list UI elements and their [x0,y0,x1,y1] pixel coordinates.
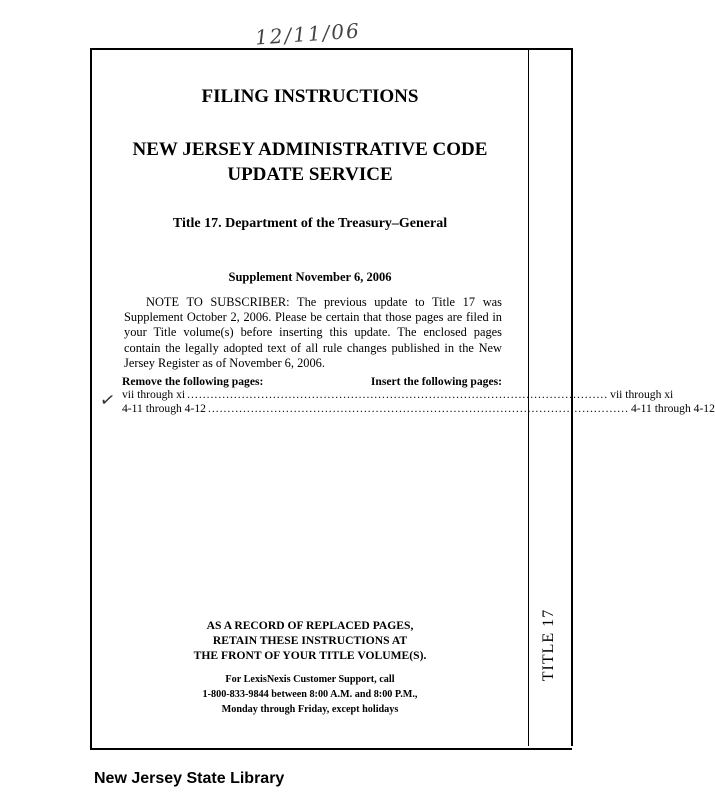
support-line1: For LexisNexis Customer Support, call [225,674,395,685]
insert-pages: vii through xi [610,388,674,401]
code-title-line1: NEW JERSEY ADMINISTRATIVE CODE [132,139,488,160]
title-department: Title 17. Department of the Treasury–General [172,216,448,231]
support-line2: 1-800-833-9844 between 8:00 A.M. and 8:00 P.M., [202,689,418,700]
table-row [122,402,715,416]
table-row [122,388,674,402]
supplement-date: Supplement November 6, 2006 [228,270,392,284]
remove-pages: 4-11 through 4-12 [122,402,206,415]
checkmark-icon: ✓ [98,388,117,412]
leader-dots: ............................................................................................................ [187,388,609,401]
table-header [122,375,502,388]
side-tab-label [528,580,570,710]
handwritten-date-note: 12/11/06 [254,18,362,50]
insert-header: Insert the following pages: [370,375,502,388]
insert-pages: 4-11 through 4-12 [630,402,715,415]
remove-pages: vii through xi [122,388,186,401]
record-line3: THE FRONT OF YOUR TITLE VOLUME(S). [193,649,427,662]
pages-table [122,375,715,416]
record-line1: AS A RECORD OF REPLACED PAGES, [206,619,414,632]
support-line3: Monday through Friday, except holidays [221,704,399,715]
record-line2: RETAIN THESE INSTRUCTIONS AT [212,634,408,647]
library-footer: New Jersey State Library [94,770,285,787]
code-title-line2: UPDATE SERVICE [227,164,393,185]
document-title: FILING INSTRUCTIONS [201,86,419,107]
remove-header: Remove the following pages: [122,375,264,388]
leader-dots: ............................................................................................................ [207,402,629,415]
note-to-subscriber: NOTE TO SUBSCRIBER: The previous update to Title 17 was Supplement October 2, 2006. Please be certain that those pages are filed in your Title volume(s) before inserting this update. The enclosed pages contain the legally adopted text of all rule changes published in the New Jersey Register as of November 6, 2006. [124,295,502,370]
tab-label-text: TITLE 17 [540,608,558,682]
